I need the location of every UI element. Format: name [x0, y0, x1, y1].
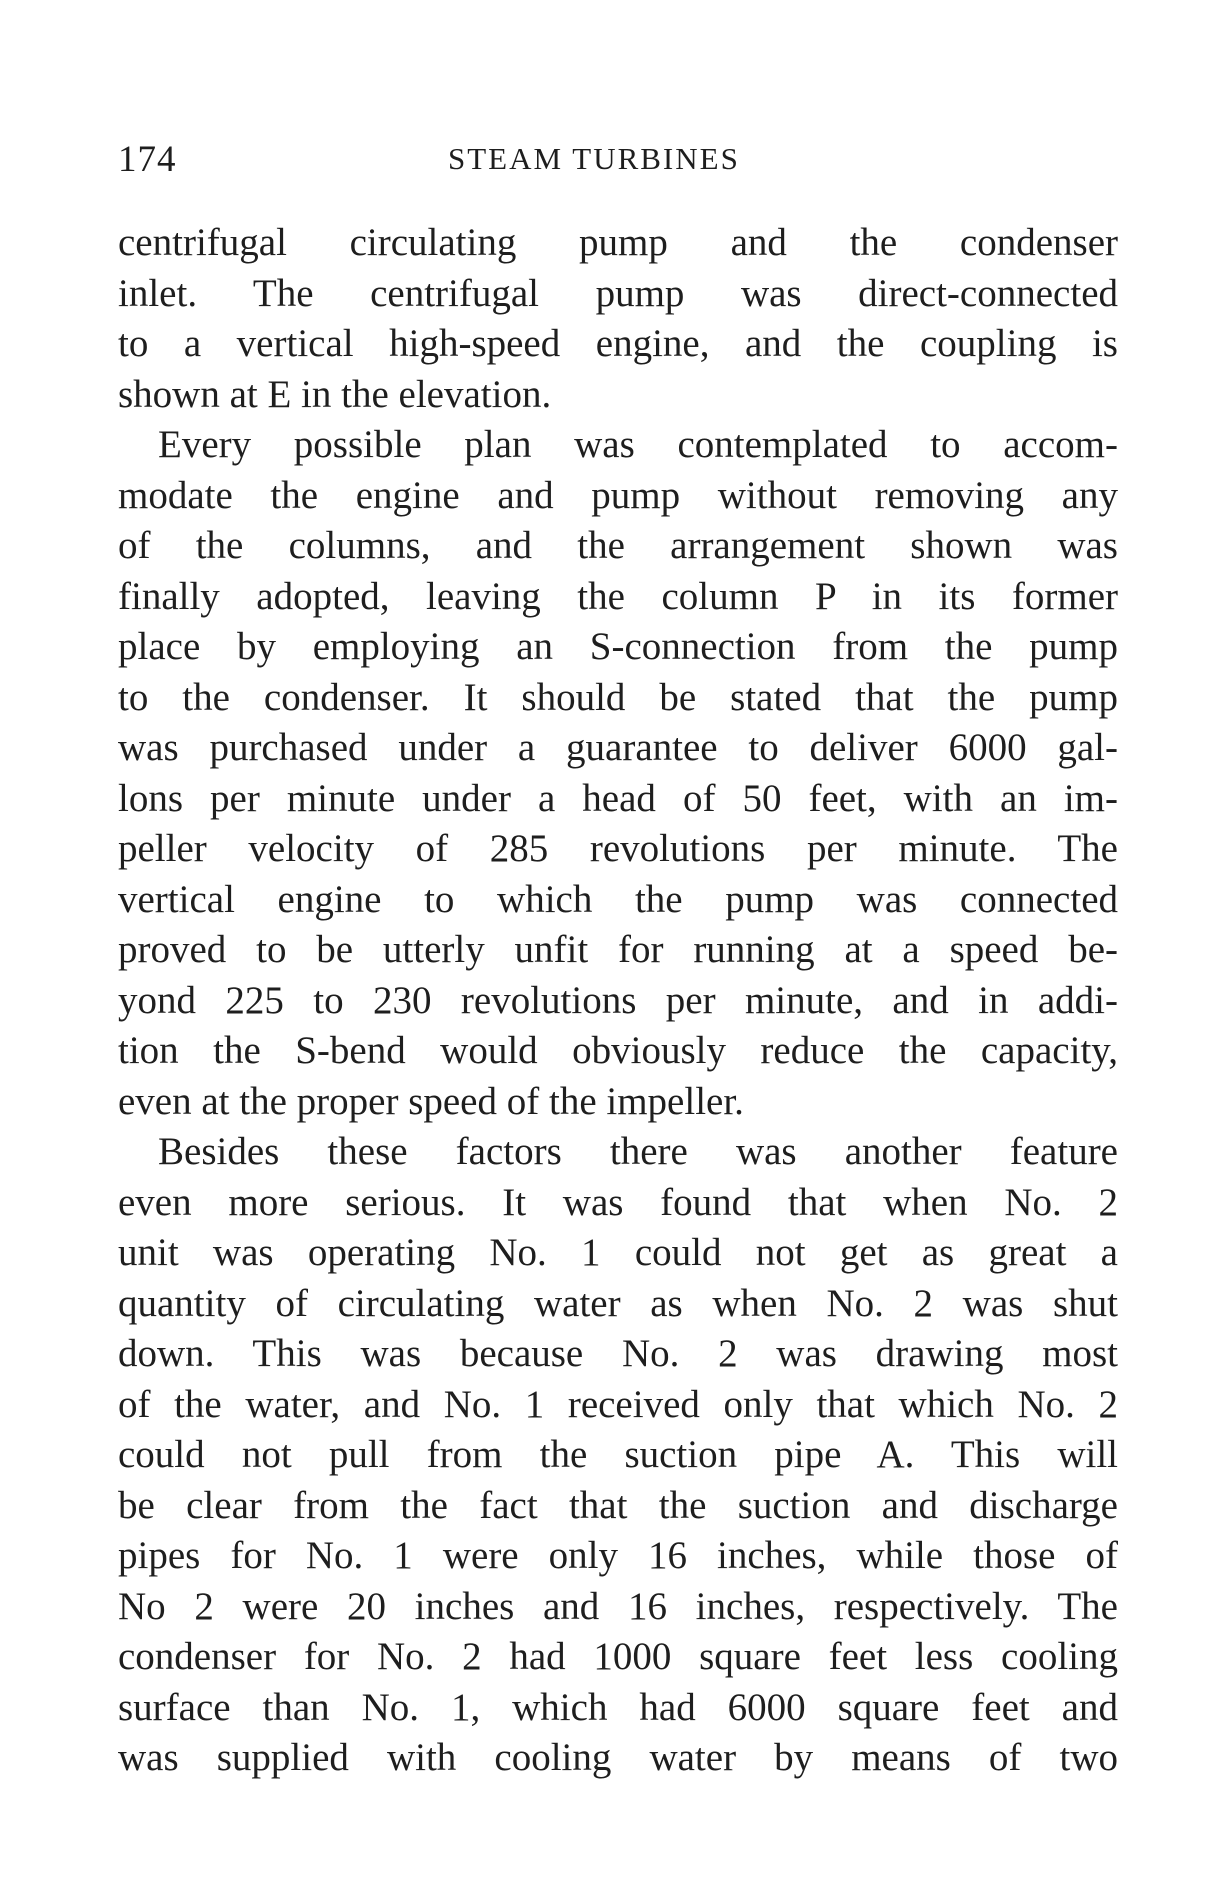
page-number: 174: [118, 139, 177, 180]
text-line: down. This was because No. 2 was drawing most: [118, 1332, 1118, 1375]
paragraph-3: [118, 1127, 1118, 1784]
text-line: quantity of circulating water as when No. 2 was shut: [118, 1281, 1118, 1325]
text-line: unit was operating No. 1 could not get as great a: [118, 1231, 1118, 1274]
text-line: surface than No. 1, which had 6000 square feet and: [118, 1685, 1118, 1729]
text-line: of the water, and No. 1 received only that which No. 2: [118, 1382, 1118, 1426]
text-line: even more serious. It was found that when No. 2: [118, 1180, 1118, 1224]
text-line: Besides these factors there was another feature: [158, 1130, 1118, 1173]
text-line: to the condenser. It should be stated that the pump: [118, 675, 1118, 719]
text-line: pipes for No. 1 were only 16 inches, while those of: [118, 1534, 1118, 1577]
text-line: place by employing an S-connection from the pump: [118, 625, 1118, 668]
body-text: [118, 218, 1118, 1784]
text-line: even at the proper speed of the impeller.: [118, 1079, 744, 1123]
text-line: peller velocity of 285 revolutions per minute. The: [118, 827, 1118, 870]
text-line: proved to be utterly unfit for running at a speed be-: [118, 928, 1118, 971]
paragraph-1: [118, 218, 1118, 420]
text-line: centrifugal circulating pump and the condenser: [118, 221, 1118, 264]
text-line: shown at E in the elevation.: [118, 372, 552, 416]
paragraph-2: [118, 420, 1118, 1127]
text-line: to a vertical high-speed engine, and the coupling is: [118, 322, 1118, 365]
text-line: yond 225 to 230 revolutions per minute, and in addi-: [118, 978, 1118, 1022]
text-line: tion the S-bend would obviously reduce the capacity,: [118, 1029, 1118, 1072]
text-line: be clear from the fact that the suction and discharge: [118, 1483, 1118, 1527]
running-head: [118, 138, 1118, 186]
text-line: of the columns, and the arrangement shown was: [118, 524, 1118, 567]
text-line: modate the engine and pump without removing any: [118, 473, 1118, 517]
text-line: vertical engine to which the pump was connected: [118, 877, 1118, 921]
text-line: condenser for No. 2 had 1000 square feet less cooling: [118, 1635, 1118, 1678]
text-line: Every possible plan was contemplated to accom-: [158, 423, 1118, 466]
text-line: inlet. The centrifugal pump was direct-connected: [118, 271, 1118, 315]
text-line: was purchased under a guarantee to deliver 6000 gal-: [118, 726, 1118, 769]
text-line: was supplied with cooling water by means of two: [118, 1736, 1118, 1779]
running-title: STEAM TURBINES: [448, 141, 740, 176]
text-line: could not pull from the suction pipe A. This will: [118, 1433, 1118, 1476]
text-line: lons per minute under a head of 50 feet, with an im-: [118, 776, 1118, 820]
text-line: No 2 were 20 inches and 16 inches, respectively. The: [118, 1584, 1118, 1628]
text-line: finally adopted, leaving the column P in its former: [118, 574, 1118, 618]
